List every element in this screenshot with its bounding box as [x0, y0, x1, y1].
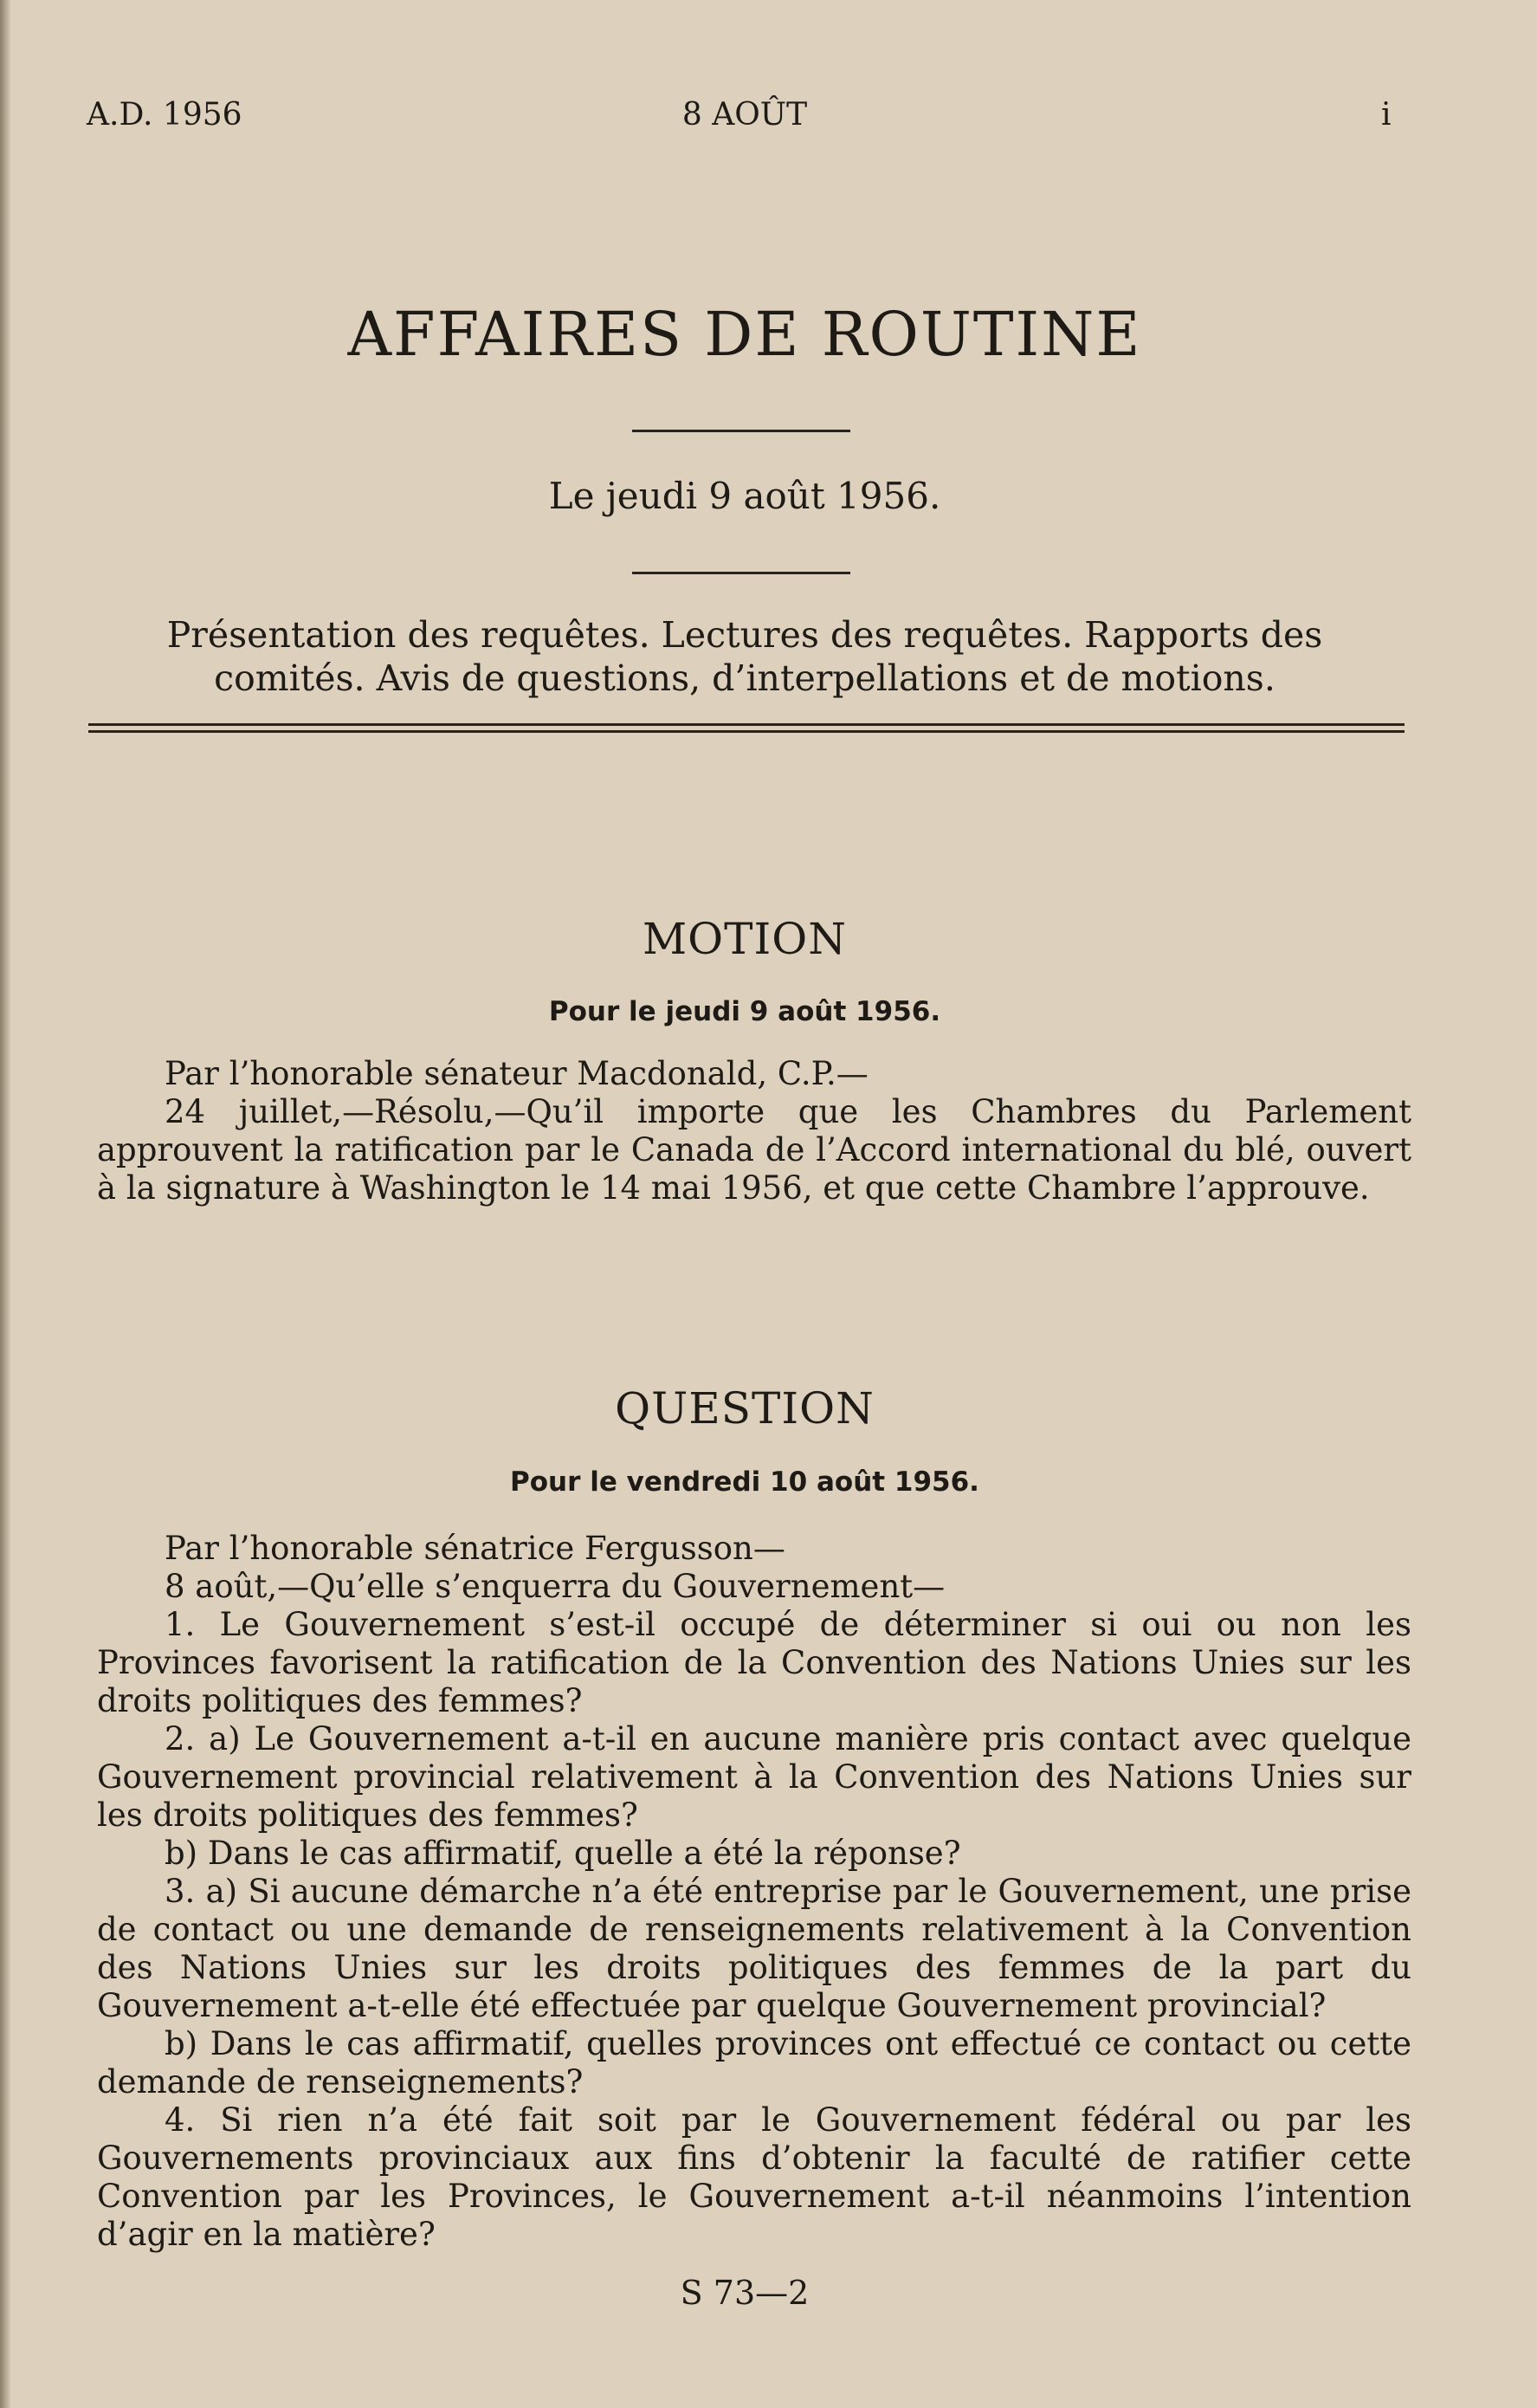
motion-subheading: Pour le jeudi 9 août 1956.: [548, 996, 941, 1027]
divider-top: [632, 430, 850, 432]
double-rule-upper: [88, 723, 1405, 726]
question-paragraph: Par l’honorable sénatrice Fergusson—: [165, 1530, 785, 1567]
intro-text: Présentation des requêtes. Lectures des requêtes. Rapports des comités. Avis de questions, d’interpellations et de motions.: [166, 614, 1323, 699]
question-body: [97, 1530, 1411, 2254]
header-year: A.D. 1956: [87, 97, 242, 133]
date-line: Le jeudi 9 août 1956.: [548, 475, 941, 517]
header-page-number: i: [1381, 97, 1392, 133]
double-rule-lower: [88, 730, 1405, 733]
question-paragraph: 3. a) Si aucune démarche n’a été entreprise par le Gouvernement, une prise de contact ou une demande de renseignements relativement à la Convention des Nations Unies sur les droits politiques des femmes de la part du Gouvernement a-t-elle été effectuée par quelque Gouvernement provincial?: [97, 1873, 1411, 2024]
motion-body: [97, 1055, 1411, 1207]
footer-signature-mark: S 73—2: [680, 2274, 810, 2312]
question-paragraph: b) Dans le cas affirmatif, quelles provinces ont effectué ce contact ou cette demande de renseignements?: [97, 2025, 1411, 2101]
motion-paragraph: Par l’honorable sénateur Macdonald, C.P.—: [165, 1055, 869, 1092]
motion-heading: MOTION: [642, 914, 848, 964]
question-paragraph: 4. Si rien n’a été fait soit par le Gouvernement fédéral ou par les Gouvernements provinciaux aux fins d’obtenir la faculté de ratifier cette Convention par les Provinces, le Gouvernement a-t-il néanmoins l’intention d’agir en la matière?: [97, 2101, 1411, 2253]
divider-bottom: [632, 572, 850, 574]
question-paragraph: 1. Le Gouvernement s’est-il occupé de déterminer si oui ou non les Provinces favorisent la ratification de la Convention des Nations Unies sur les droits politiques des femmes?: [97, 1606, 1411, 1719]
motion-paragraph: 24 juillet,—Résolu,—Qu’il importe que les Chambres du Parlement approuvent la ratification par le Canada de l’Accord international du blé, ouvert à la signature à Washington le 14 mai 1956, et que cette Chambre l’approuve.: [97, 1093, 1411, 1207]
question-heading: QUESTION: [615, 1383, 875, 1434]
header-date: 8 AOÛT: [681, 97, 808, 133]
question-paragraph: 2. a) Le Gouvernement a-t-il en aucune manière pris contact avec quelque Gouvernement provincial relativement à la Convention des Nations Unies sur les droits politiques des femmes?: [97, 1720, 1411, 1834]
question-paragraph: b) Dans le cas affirmatif, quelle a été la réponse?: [165, 1835, 961, 1872]
question-subheading: Pour le vendredi 10 août 1956.: [510, 1466, 979, 1498]
question-paragraph: 8 août,—Qu’elle s’enquerra du Gouvernement—: [165, 1568, 946, 1605]
page-title: AFFAIRES DE ROUTINE: [347, 299, 1142, 370]
